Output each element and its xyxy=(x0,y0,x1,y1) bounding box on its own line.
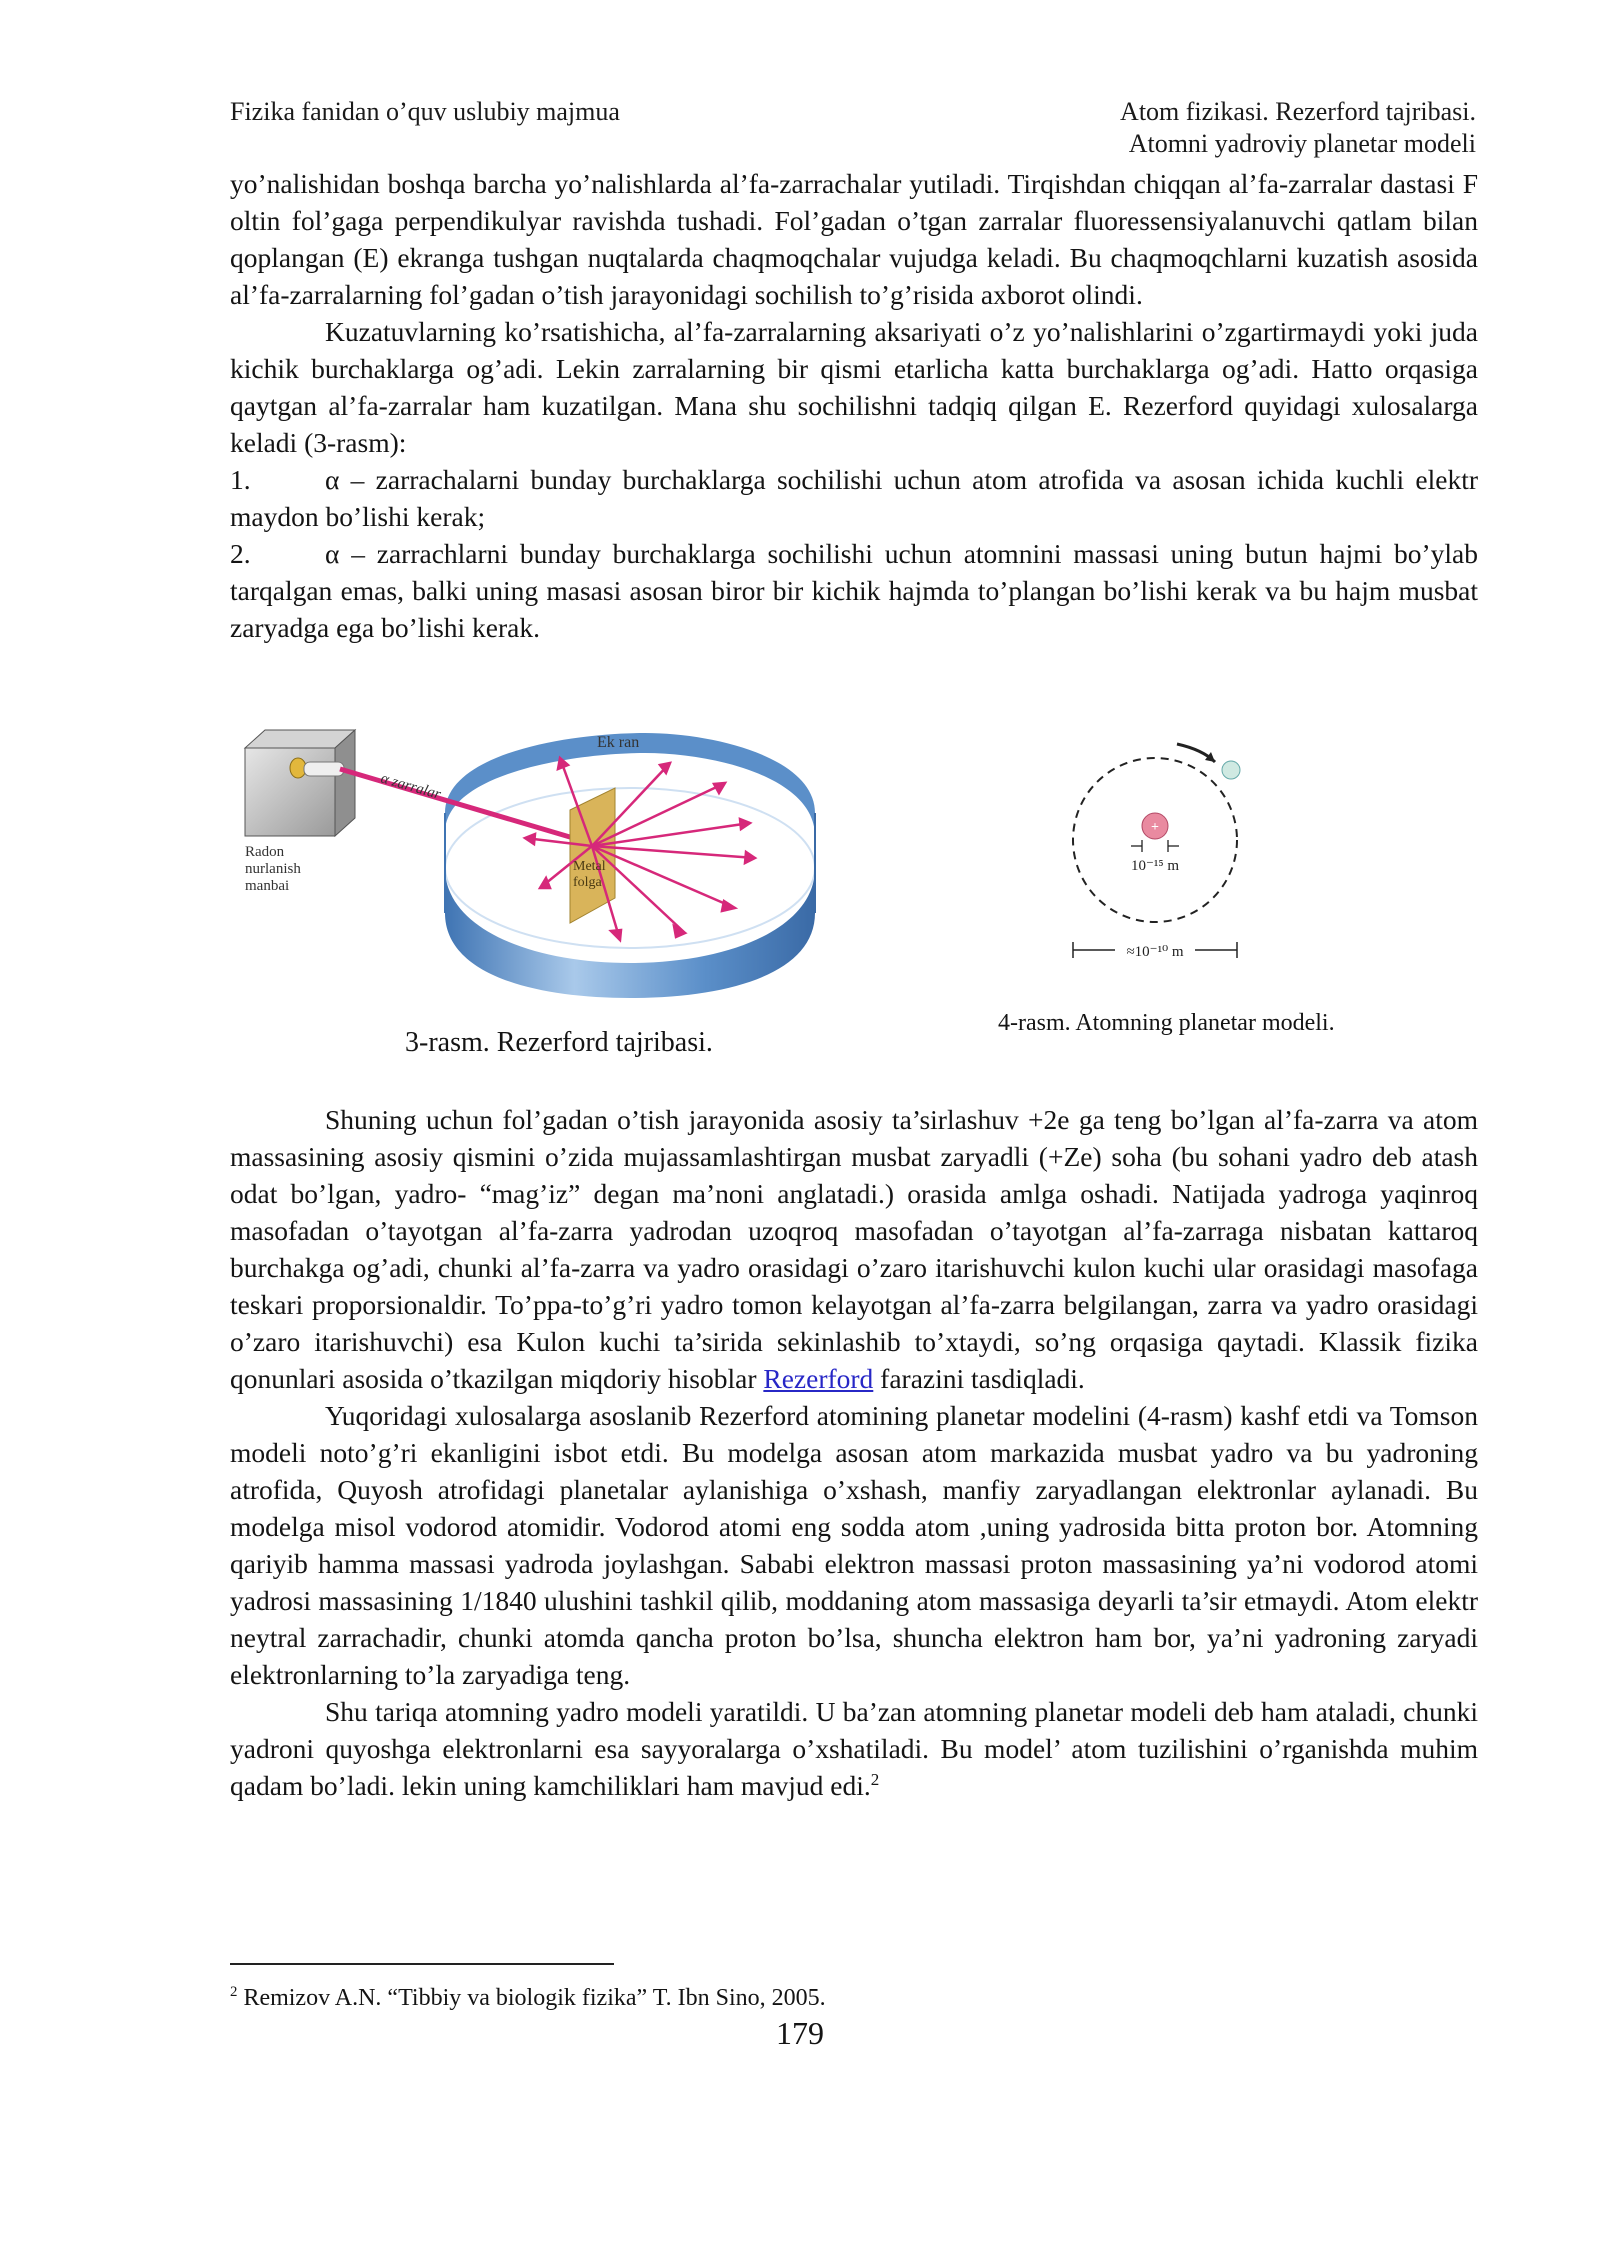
screen-label: Ek ran xyxy=(597,734,640,751)
nucleus-charge-sign: + xyxy=(1151,820,1159,835)
atom-size-label: ≈10⁻¹⁰ m xyxy=(1126,944,1184,960)
footnote-text: Remizov A.N. “Tibbiy va biologik fizika” T. Ibn Sino, 2005. xyxy=(243,1985,826,2011)
footnote-divider xyxy=(230,1963,614,1965)
text-block-top xyxy=(230,165,1478,646)
text-block-bottom xyxy=(230,1101,1478,1804)
footnote-reference[interactable]: 2 xyxy=(870,1769,880,1789)
source-label-line3: manbai xyxy=(245,878,290,894)
paragraph-planetary-model: Yuqoridagi xulosalarga asoslanib Rezerford atomining planetar modelini (4-rasm) kashf etdi va Tomson modeli noto’g’ri ekanligini isbot etdi. Bu modelga asosan atom markazida musbat yadro va bu yadroning atrofida, Quyosh atrofidagi planetalar aylanishiga o’xshash, manfiy zaryadlangan elektronlar aylanadi. Bu modelga misol vodorod atomidir. Vodorod atomi eng sodda atom ,uning yadrosida bitta proton bor. Atomning qariyib hamma massasi yadroda joylashgan. Sababi elektron massasi proton massasining ya’ni vodorod atomi yadrosi massasining 1/1840 ulushini tashkil qilib, moddaning atom massasiga deyarli ta’sir etmaydi. Atom elektr neytral zarrachadir, chunki atomda qancha proton bo’lsa, shuncha elektron ham bor, ya’ni yadroning zaryadi elektronlarning to’la zaryadiga teng. xyxy=(230,1400,1478,1690)
paragraph-observations: Kuzatuvlarning ko’rsatishicha, al’fa-zarralarning aksariyati o’z yo’nalishlarini o’zgartirmaydi yoki juda kichik burchaklarga og’adi. Lekin zarralarning bir qismi etarlicha katta burchaklarga og’adi. Hatto orqasiga qaytgan al’fa-zarralar ham kuzatilgan. Mana shu sochilishni tadqiq qilgan E. Rezerford quyidagi xulosalarga keladi (3-rasm): xyxy=(230,316,1478,458)
list-item-1-number: 1. xyxy=(230,464,251,495)
figure4-caption: 4-rasm. Atomning planetar modeli. xyxy=(998,1010,1335,1036)
list-item-1-text: α – zarrachalarni bunday burchaklarga sochilishi uchun atom atrofida va asosan ichida kuchli elektr maydon bo’lishi kerak; xyxy=(230,464,1478,532)
planetary-model-figure xyxy=(1055,740,1255,970)
source-label-line2: nurlanish xyxy=(245,861,301,877)
paragraph-scattering-end: farazini tasdiqladi. xyxy=(880,1363,1085,1394)
footnote xyxy=(230,1983,826,2013)
paragraph-continued: yo’nalishidan boshqa barcha yo’nalishlarda al’fa-zarrachalar yutiladi. Tirqishdan chiqqan al’fa-zarralar dastasi F oltin fol’gaga perpendikulyar ravishda tushadi. Fol’gadan o’tgan zarralar fluoressensiyalanuvchi qatlam bilan qoplangan (E) ekranga tushgan nuqtalarda chaqmoqchalar vujudga keladi. Bu chaqmoqchlarni kuzatish asosida al’fa-zarralarning fol’gadan o’tish jarayonidagi sochilish to’g’risida axborot olindi. xyxy=(230,168,1478,310)
paragraph-conclusion-text: Shu tariqa atomning yadro modeli yaratildi. U ba’zan atomning planetar modeli deb ham ataladi, chunki yadroni quyoshga elektronlarni esa sayyoralarga o’xshatiladi. Bu model’ atom tuzilishini o’rganishda muhim qadam bo’ladi. lekin uning kamchiliklari ham mavjud edi. xyxy=(230,1696,1478,1801)
source-label-line1: Radon xyxy=(245,844,285,860)
list-item-2-text: α – zarrachlarni bunday burchaklarga sochilishi uchun atomnini massasi uning butun hajmi bo’ylab tarqalgan emas, balki uning masasi asosan biror bir kichik hajmda to’plangan bo’lishi kerak va bu hajm musbat zaryadga ega bo’lishi kerak. xyxy=(230,538,1478,643)
radon-source-box xyxy=(245,730,355,836)
scattered-rays xyxy=(525,758,755,940)
rutherford-experiment-figure xyxy=(240,718,820,998)
alpha-beam xyxy=(340,769,580,840)
running-header-right-line2: Atomni yadroviy planetar modeli xyxy=(1128,129,1476,158)
page-number: 179 xyxy=(776,2015,824,2051)
running-header-right-line1: Atom fizikasi. Rezerford tajribasi. xyxy=(1120,97,1476,126)
alpha-beam-label: α zarralar xyxy=(378,770,443,803)
electron xyxy=(1222,761,1240,779)
rezerford-link[interactable]: Rezerford xyxy=(763,1363,874,1394)
figure3-caption: 3-rasm. Rezerford tajribasi. xyxy=(405,1027,713,1058)
running-header-left: Fizika fanidan o’quv uslubiy majmua xyxy=(230,97,620,126)
paragraph-scattering-explanation xyxy=(230,1101,1478,1397)
electron-orbit xyxy=(1073,758,1237,922)
nucleus-size-label: 10⁻¹⁵ m xyxy=(1130,858,1180,874)
paragraph-conclusion xyxy=(230,1693,1478,1804)
foil-label-line1: Metal xyxy=(573,859,606,874)
list-item-2 xyxy=(230,535,1478,646)
running-header-right xyxy=(1120,96,1476,160)
footnote-marker: 2 xyxy=(230,1984,238,2000)
nucleus-size-marker xyxy=(1131,840,1179,852)
list-item-2-number: 2. xyxy=(230,538,251,569)
detector-screen-ring xyxy=(445,733,815,998)
foil-label-line2: folga xyxy=(573,875,602,890)
list-item-1 xyxy=(230,461,1478,535)
paragraph-scattering-text: Shuning uchun fol’gadan o’tish jarayonida asosiy ta’sirlashuv +2e ga teng bo’lgan al’fa-zarra va atom massasining asosiy qismini o’zida mujassamlashtirgan musbat zaryadli (+Ze) soha (bu sohani yadro deb atash odat bo’lgan, yadro- “mag’iz” degan ma’noni anglatadi.) orasida amlga oshadi. Natijada yadroga yaqinroq masofadan o’tayotgan al’fa-zarra yadrodan uzoqroq masofadan o’tayotgan al’fa-zarraga nisbatan kattaroq burchakga og’adi, chunki al’fa-zarra va yadro orasidagi o’zaro itarishuvchi kulon kuchi ular orasidagi masofaga teskari proporsionaldir. To’ppa-to’g’ri yadro tomon kelayotgan al’fa-zarra belgilangan, zarra va yadro orasidagi o’zaro itarishuvchi) esa Kulon kuchi ta’sirida sekinlashib to’xtaydi, so’ng orqasiga qaytadi. Klassik fizika qonunlari asosida o’tkazilgan miqdoriy hisoblar xyxy=(230,1104,1478,1394)
